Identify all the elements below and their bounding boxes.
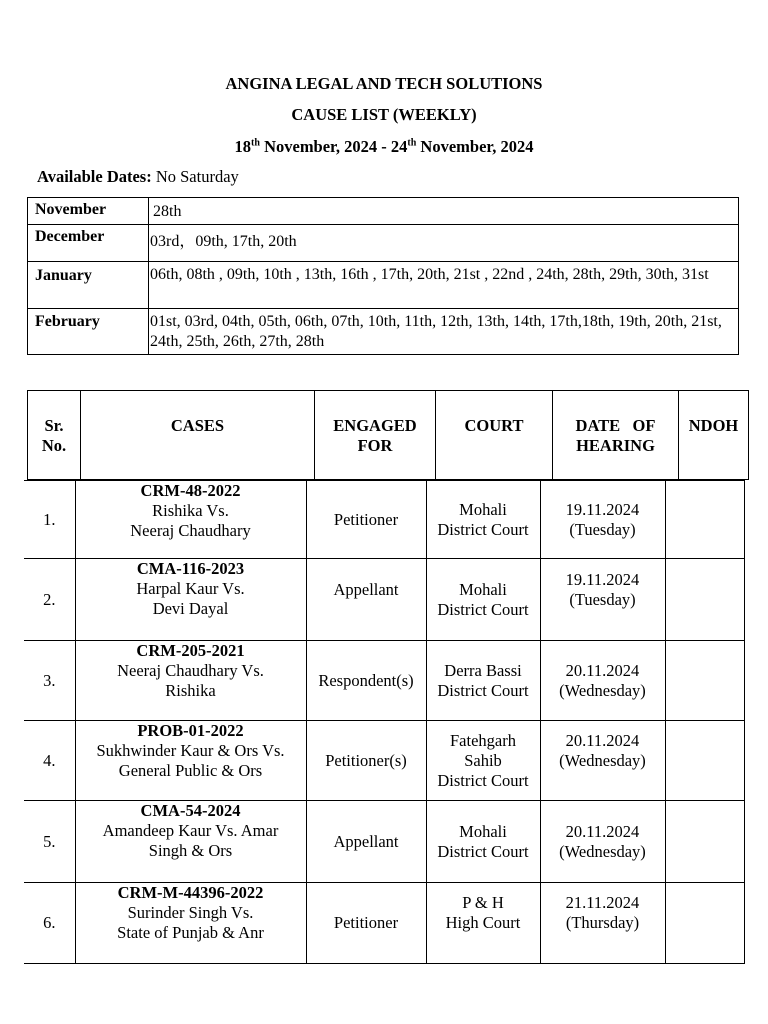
cases-header: CASES <box>81 391 315 480</box>
table-row <box>24 641 745 721</box>
hearing-date-cell: 19.11.2024 (Tuesday) <box>540 559 665 641</box>
date-of-hearing-header: DATE OF HEARING <box>553 391 679 480</box>
sr-cell: 4. <box>24 721 75 801</box>
date-range: 18th November, 2024 - 24th November, 2024 <box>234 137 534 156</box>
court-cell: Mohali District Court <box>426 559 540 641</box>
engaged-cell: Respondent(s) <box>306 641 426 721</box>
party-line: Surinder Singh Vs. <box>127 903 254 922</box>
case-cell <box>75 481 306 559</box>
case-cell <box>75 721 306 801</box>
ndoh-header: NDOH <box>679 391 749 480</box>
hearing-date-cell: 20.11.2024 (Wednesday) <box>540 721 665 801</box>
engaged-cell: Petitioner <box>306 481 426 559</box>
court-cell: Fatehgarh Sahib District Court <box>426 721 540 801</box>
court-cell: Mohali District Court <box>426 481 540 559</box>
case-number: CMA-54-2024 <box>140 801 241 820</box>
case-cell <box>75 641 306 721</box>
hearing-date-cell: 21.11.2024 (Thursday) <box>540 883 665 964</box>
sr-cell: 1. <box>24 481 75 559</box>
party-line: Neeraj Chaudhary Vs. <box>117 661 264 680</box>
engaged-cell: Appellant <box>306 559 426 641</box>
case-number: CMA-116-2023 <box>136 559 245 578</box>
party-line: Singh & Ors <box>148 841 233 860</box>
month-row <box>28 262 739 309</box>
month-label: November <box>28 198 149 225</box>
party-line: Rishika <box>165 681 216 700</box>
party-line: Sukhwinder Kaur & Ors Vs. <box>96 741 285 760</box>
month-row <box>28 198 739 225</box>
sr-cell: 6. <box>24 883 75 964</box>
cause-list-header <box>27 390 749 480</box>
engaged-cell: Appellant <box>306 801 426 883</box>
month-row <box>28 225 739 262</box>
court-cell: Mohali District Court <box>426 801 540 883</box>
sr-cell: 5. <box>24 801 75 883</box>
table-row <box>24 721 745 801</box>
party-line: Rishika Vs. <box>152 501 229 520</box>
party-line: Devi Dayal <box>152 599 229 618</box>
court-cell: P & H High Court <box>426 883 540 964</box>
party-line: State of Punjab & Anr <box>117 923 264 942</box>
party-line: Amandeep Kaur Vs. Amar <box>102 821 279 840</box>
case-cell <box>75 801 306 883</box>
case-cell <box>75 559 306 641</box>
month-label: December <box>28 225 149 262</box>
sr-cell: 2. <box>24 559 75 641</box>
month-dates: 28th <box>149 198 739 225</box>
month-dates: 06th, 08th , 09th, 10th , 13th, 16th , 17th, 20th, 21st , 22nd , 24th, 28th, 29th, 30th, 31st <box>149 262 739 309</box>
engaged-for-header: ENGAGED FOR <box>315 391 436 480</box>
month-dates: 03rd，09th, 17th, 20th <box>149 225 739 262</box>
hearing-date-cell: 20.11.2024 (Wednesday) <box>540 801 665 883</box>
ndoh-cell <box>665 641 745 721</box>
case-number: CRM-205-2021 <box>136 641 245 660</box>
case-number: PROB-01-2022 <box>137 721 244 740</box>
sr-header: Sr. No. <box>28 391 81 480</box>
month-dates: 01st, 03rd, 04th, 05th, 06th, 07th, 10th, 11th, 12th, 13th, 14th, 17th,18th, 19th, 20th, 21st, 24th, 25th, 26th, 27th, 28th <box>149 309 739 355</box>
sr-cell: 3. <box>24 641 75 721</box>
hearing-date-cell: 20.11.2024 (Wednesday) <box>540 641 665 721</box>
month-row <box>28 309 739 355</box>
month-label: February <box>28 309 149 355</box>
cause-list-table <box>24 480 745 964</box>
table-row <box>24 481 745 559</box>
ndoh-cell <box>665 481 745 559</box>
table-row <box>24 801 745 883</box>
table-row <box>24 883 745 964</box>
cause-list-title: CAUSE LIST (WEEKLY) <box>291 105 477 124</box>
available-dates-table <box>27 197 739 355</box>
available-value: No Saturday <box>155 167 239 186</box>
month-label: January <box>28 262 149 309</box>
party-line: Harpal Kaur Vs. <box>136 579 245 598</box>
ndoh-cell <box>665 801 745 883</box>
table-row <box>24 559 745 641</box>
hearing-date-cell: 19.11.2024 (Tuesday) <box>540 481 665 559</box>
engaged-cell: Petitioner(s) <box>306 721 426 801</box>
court-cell: Derra Bassi District Court <box>426 641 540 721</box>
company-title: ANGINA LEGAL AND TECH SOLUTIONS <box>225 74 543 93</box>
ndoh-cell <box>665 721 745 801</box>
ndoh-cell <box>665 559 745 641</box>
available-dates-line <box>37 167 239 187</box>
case-number: CRM-M-44396-2022 <box>117 883 264 902</box>
available-label: Available Dates: <box>37 167 152 186</box>
ndoh-cell <box>665 883 745 964</box>
case-cell <box>75 883 306 964</box>
case-number: CRM-48-2022 <box>140 481 241 500</box>
party-line: Neeraj Chaudhary <box>130 521 251 540</box>
party-line: General Public & Ors <box>118 761 263 780</box>
court-header: COURT <box>436 391 553 480</box>
engaged-cell: Petitioner <box>306 883 426 964</box>
